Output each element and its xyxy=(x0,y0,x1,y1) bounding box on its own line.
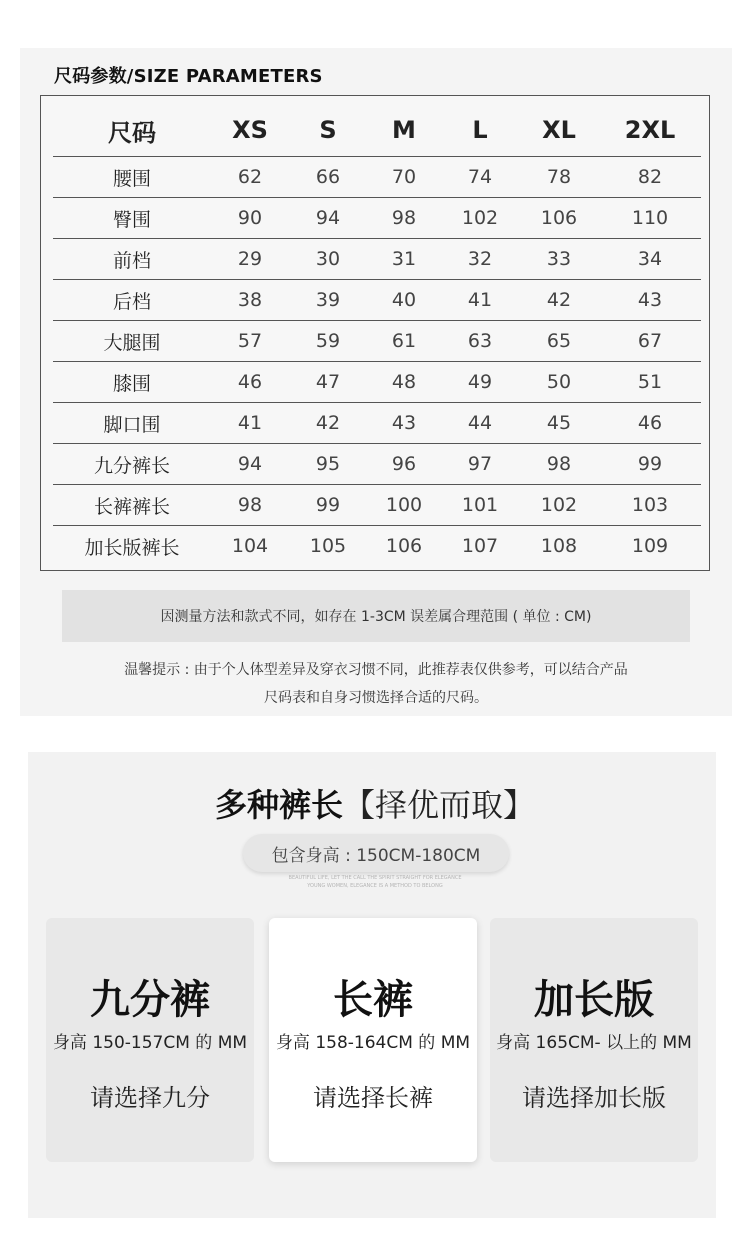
table-cell: 50 xyxy=(519,362,599,403)
table-row xyxy=(53,526,701,567)
length-section-title xyxy=(0,780,750,826)
table-cell: 94 xyxy=(289,198,367,239)
table-cell: 110 xyxy=(599,198,701,239)
length-card-cropped xyxy=(46,918,254,1162)
header-cell: L xyxy=(441,104,519,157)
table-cell: 42 xyxy=(519,280,599,321)
table-cell: 105 xyxy=(309,535,347,557)
table-cell: 61 xyxy=(367,321,441,362)
card-title: 九分裤 xyxy=(90,977,210,1023)
table-cell: 100 xyxy=(367,485,441,526)
table-cell: 103 xyxy=(599,485,701,526)
table-cell: 82 xyxy=(599,157,701,198)
table-cell: 33 xyxy=(519,239,599,280)
table-cell: 74 xyxy=(441,157,519,198)
tip-line-1: 温馨提示 : 由于个人体型差异及穿衣习惯不同，此推荐表仅供参考，可以结合产品 xyxy=(124,662,628,678)
table-cell: 42 xyxy=(289,403,367,444)
table-cell: 99 xyxy=(289,485,367,526)
table-cell: 70 xyxy=(367,157,441,198)
decorative-tagline xyxy=(0,874,750,890)
table-cell: 107 xyxy=(461,535,499,557)
table-cell: 102 xyxy=(441,198,519,239)
card-description: 身高 165CM- 以上的 MM xyxy=(496,1033,692,1053)
table-cell: 62 xyxy=(211,157,289,198)
tagline-1: BEAUTIFUL LIFE, LET THE CALL THE SPIRIT STRAIGHT FOR ELEGANCE xyxy=(288,875,462,881)
tagline-2: YOUNG WOMEN, ELEGANCE IS A METHOD TO BELONG xyxy=(307,883,443,889)
card-title: 加长版 xyxy=(534,977,654,1023)
table-cell: 96 xyxy=(367,444,441,485)
table-row xyxy=(53,321,701,362)
table-row xyxy=(53,157,701,198)
table-cell: 29 xyxy=(211,239,289,280)
row-label: 臀围 xyxy=(53,198,211,239)
length-card-long xyxy=(269,918,477,1162)
table-cell: 43 xyxy=(367,403,441,444)
table-cell: 40 xyxy=(367,280,441,321)
row-label: 腰围 xyxy=(53,157,211,198)
length-title-sub: 【择优而取】 xyxy=(343,786,536,824)
size-tip xyxy=(60,656,692,712)
table-row xyxy=(53,239,701,280)
table-cell: 108 xyxy=(540,535,578,557)
row-label: 膝围 xyxy=(53,362,211,403)
table-cell: 66 xyxy=(289,157,367,198)
table-cell: 38 xyxy=(211,280,289,321)
size-header-row xyxy=(53,104,701,157)
table-cell: 90 xyxy=(211,198,289,239)
table-cell: 41 xyxy=(211,403,289,444)
length-card-extended xyxy=(490,918,698,1162)
table-row xyxy=(53,362,701,403)
table-row xyxy=(53,403,701,444)
table-cell: 78 xyxy=(519,157,599,198)
table-cell: 34 xyxy=(599,239,701,280)
row-label: 九分裤长 xyxy=(53,444,211,485)
table-cell: 48 xyxy=(367,362,441,403)
table-cell: 31 xyxy=(367,239,441,280)
table-cell: 47 xyxy=(289,362,367,403)
table-row xyxy=(53,485,701,526)
table-cell: 109 xyxy=(631,535,669,557)
header-cell: M xyxy=(367,104,441,157)
table-cell: 43 xyxy=(599,280,701,321)
table-cell: 106 xyxy=(519,198,599,239)
table-cell: 98 xyxy=(367,198,441,239)
card-description: 身高 150-157CM 的 MM xyxy=(52,1033,248,1053)
card-description: 身高 158-164CM 的 MM xyxy=(275,1033,471,1053)
table-cell: 32 xyxy=(441,239,519,280)
table-cell: 51 xyxy=(599,362,701,403)
card-action: 请选择加长版 xyxy=(522,1084,666,1112)
table-cell: 30 xyxy=(289,239,367,280)
card-title: 长裤 xyxy=(333,977,413,1023)
table-cell: 46 xyxy=(211,362,289,403)
table-cell: 41 xyxy=(441,280,519,321)
table-row xyxy=(53,280,701,321)
header-cell: 尺码 xyxy=(53,104,211,157)
table-cell: 99 xyxy=(599,444,701,485)
row-label: 大腿围 xyxy=(53,321,211,362)
table-cell: 101 xyxy=(441,485,519,526)
height-range-pill: 包含身高 : 150CM-180CM xyxy=(243,834,509,872)
table-cell: 39 xyxy=(289,280,367,321)
table-cell: 102 xyxy=(519,485,599,526)
table-cell: 57 xyxy=(211,321,289,362)
table-cell: 98 xyxy=(211,485,289,526)
header-cell: XL xyxy=(519,104,599,157)
table-row xyxy=(53,444,701,485)
row-label: 长裤裤长 xyxy=(53,485,211,526)
size-table-box xyxy=(40,95,710,571)
table-cell: 104 xyxy=(231,535,269,557)
card-action: 请选择长裤 xyxy=(313,1084,433,1112)
table-cell: 45 xyxy=(519,403,599,444)
header-cell: XS xyxy=(211,104,289,157)
table-cell: 94 xyxy=(211,444,289,485)
header-cell: 2XL xyxy=(599,104,701,157)
length-title-main: 多种裤长 xyxy=(214,786,343,824)
size-table-body xyxy=(53,157,701,567)
row-label: 前档 xyxy=(53,239,211,280)
measurement-note: 因测量方法和款式不同，如存在 1-3CM 误差属合理范围 ( 单位 : CM) xyxy=(62,590,690,642)
row-label: 加长版裤长 xyxy=(84,536,180,559)
table-cell: 63 xyxy=(441,321,519,362)
table-cell: 67 xyxy=(599,321,701,362)
table-cell: 95 xyxy=(289,444,367,485)
table-cell: 106 xyxy=(385,535,423,557)
row-label: 脚口围 xyxy=(53,403,211,444)
card-action: 请选择九分 xyxy=(90,1084,210,1112)
size-table xyxy=(53,104,701,566)
table-cell: 49 xyxy=(441,362,519,403)
row-label: 后档 xyxy=(53,280,211,321)
table-row xyxy=(53,198,701,239)
table-cell: 44 xyxy=(441,403,519,444)
header-cell: S xyxy=(289,104,367,157)
table-cell: 46 xyxy=(599,403,701,444)
table-cell: 97 xyxy=(441,444,519,485)
table-cell: 65 xyxy=(519,321,599,362)
table-cell: 59 xyxy=(289,321,367,362)
tip-line-2: 尺码表和自身习惯选择合适的尺码。 xyxy=(264,690,488,706)
size-section-title: 尺码参数/SIZE PARAMETERS xyxy=(54,66,323,87)
table-cell: 98 xyxy=(519,444,599,485)
